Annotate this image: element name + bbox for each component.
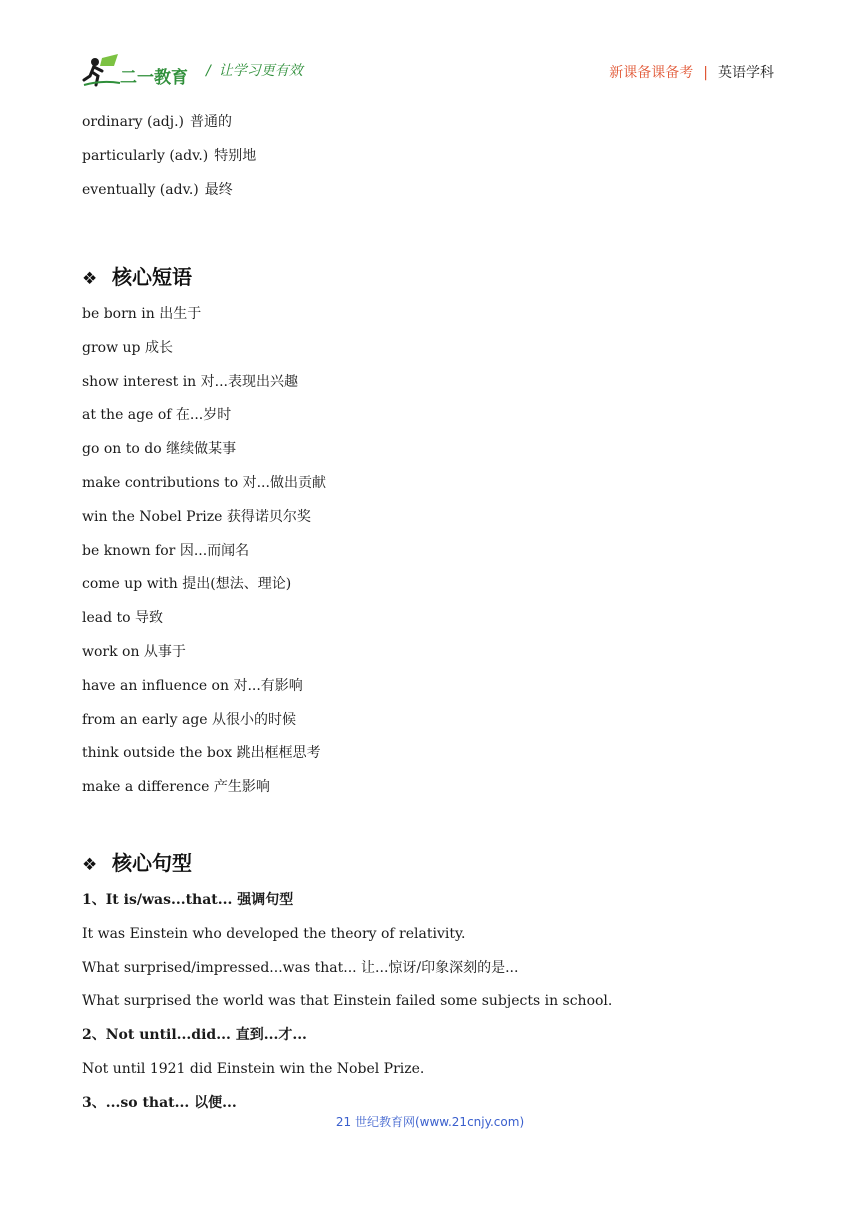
phrase-item: work on 从事于: [82, 644, 186, 660]
section-heading-sentences: [82, 847, 192, 876]
page-header: [0, 0, 860, 100]
phrase-item: go on to do 继续做某事: [82, 441, 237, 458]
sentence-example: It was Einstein who developed the theory of relativity.: [82, 925, 466, 942]
diamond-bullet-icon: ❖: [82, 269, 98, 289]
vocab-cn: 最终: [204, 182, 233, 198]
phrase-item: from an early age 从很小的时候: [82, 711, 297, 728]
header-right: [609, 62, 774, 82]
sentence-pattern-heading: 3、...so that... 以便...: [82, 1094, 237, 1111]
sentence-pattern-heading: 2、Not until...did... 直到...才...: [82, 1027, 307, 1044]
vocab-item: [82, 181, 233, 199]
phrase-item: win the Nobel Prize 获得诺贝尔奖: [82, 508, 311, 525]
logo: [82, 52, 192, 90]
vocab-item: [82, 113, 232, 131]
runner-logo-icon: [82, 52, 122, 88]
phrase-item: lead to 导致: [82, 610, 164, 627]
diamond-bullet-icon: ❖: [82, 855, 98, 875]
section-title: 核心短语: [112, 265, 192, 289]
slogan-text: 让学习更有效: [218, 63, 303, 79]
phrase-item: make a difference 产生影响: [82, 779, 270, 796]
phrase-item: at the age of 在...岁时: [82, 407, 232, 424]
phrase-item: come up with 提出(想法、理论): [82, 576, 292, 593]
vocab-en: ordinary (adj.): [82, 114, 184, 130]
vocab-cn: 特别地: [214, 148, 257, 164]
phrase-item: be known for 因...而闻名: [82, 542, 250, 559]
phrase-item: be born in 出生于: [82, 306, 202, 322]
vocab-item: [82, 147, 256, 165]
sentence-example: What surprised/impressed...was that... 让...惊讶/印象深刻的是...: [82, 959, 519, 976]
phrase-item: show interest in 对...表现出兴趣: [82, 373, 299, 390]
vocab-en: particularly (adv.): [82, 148, 209, 164]
logo-text: 二一教育: [120, 68, 188, 88]
page-footer: 21 世纪教育网(www.21cnjy.com): [335, 1115, 525, 1129]
header-course-label: 新课备课备考: [609, 65, 694, 81]
section-heading-phrases: [82, 261, 192, 290]
sentence-pattern-heading: 1、It is/was...that... 强调句型: [82, 892, 294, 908]
section-title: 核心句型: [112, 851, 192, 875]
vocab-cn: 普通的: [190, 114, 232, 130]
header-subject: 英语学科: [718, 65, 774, 81]
sentence-example: What surprised the world was that Einstein failed some subjects in school.: [82, 993, 613, 1010]
vocab-en: eventually (adv.): [82, 182, 199, 198]
sentence-example: Not until 1921 did Einstein win the Nobel Prize.: [82, 1061, 425, 1077]
header-separator: |: [703, 65, 708, 81]
phrase-item: grow up 成长: [82, 339, 173, 356]
slogan: / 让学习更有效: [206, 63, 303, 79]
phrase-item: have an influence on 对...有影响: [82, 677, 303, 694]
phrase-item: think outside the box 跳出框框思考: [82, 745, 321, 762]
phrase-item: make contributions to 对...做出贡献: [82, 475, 326, 491]
